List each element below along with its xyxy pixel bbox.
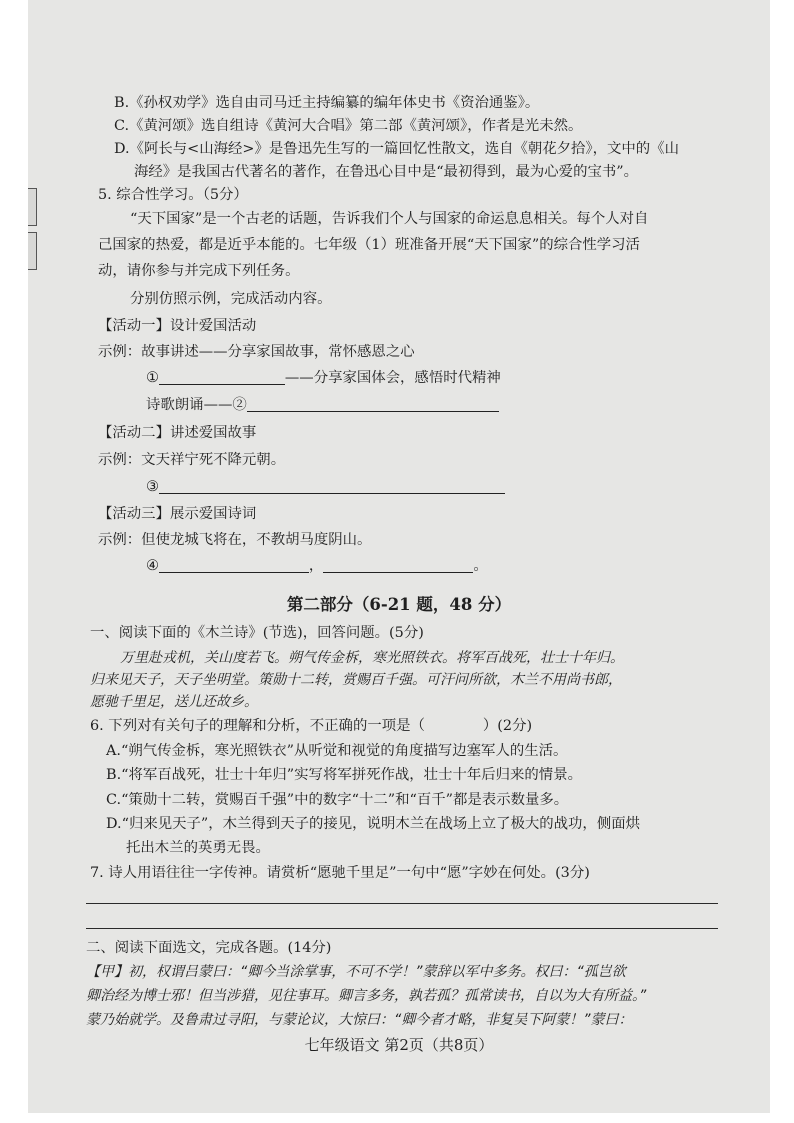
activity3-item xyxy=(146,556,488,576)
option-c: C.《黄河颂》选自组诗《黄河大合唱》第二部《黄河颂》，作者是光未然。 xyxy=(114,118,583,134)
activity3-example: 示例：但使龙城飞将在，不教胡马度阴山。 xyxy=(98,532,372,548)
q6-option-b: B.“将军百战死，壮士十年归”实写将军拼死作战，壮士十年后归来的情景。 xyxy=(106,767,582,783)
poem-line1: 万里赴戎机，关山度若飞。朔气传金柝，寒光照铁衣。将军百战死，壮士十年归。 xyxy=(120,650,624,666)
answer-blank-1[interactable] xyxy=(159,368,285,385)
q5-title: 5. 综合性学习。（5分） xyxy=(98,187,248,203)
q6-score: ）(2分) xyxy=(482,718,533,734)
comma: ， xyxy=(308,558,324,574)
activity1-example: 示例：故事讲述——分享家国故事，常怀感恩之心 xyxy=(98,344,415,360)
answer-blank-2[interactable] xyxy=(247,395,499,412)
q6-stem-text: 6. 下列对有关句子的理解和分析，不正确的一项是（ xyxy=(90,718,425,734)
option-b: B.《孙权劝学》选自由司马迁主持编纂的编年体史书《资治通鉴》。 xyxy=(114,95,540,111)
activity1-item1 xyxy=(146,368,501,388)
answer-line[interactable] xyxy=(86,903,718,904)
page-footer: 七年级语文 第2页（共8页） xyxy=(304,1036,494,1054)
activity2-title: 【活动二】讲述爱国故事 xyxy=(98,425,257,441)
blank-number: ④ xyxy=(146,558,159,574)
activity1-title: 【活动一】设计爱国活动 xyxy=(98,318,257,334)
option-d-line2: 海经》是我国古代著名的著作，在鲁迅心目中是“最初得到，最为心爱的宝书”。 xyxy=(134,164,638,180)
q5-intro-line1: “天下国家”是一个古老的话题，告诉我们个人与国家的命运息息相关。每个人对自 xyxy=(130,211,649,227)
section1-title: 一、阅读下面的《木兰诗》(节选)，回答问题。(5分) xyxy=(90,625,424,641)
answer-blank-4[interactable] xyxy=(159,556,309,573)
blank-number: ① xyxy=(146,370,159,386)
activity1-item2 xyxy=(146,395,499,415)
poem-line3: 愿驰千里足，送儿还故乡。 xyxy=(90,694,258,710)
passage-line2: 卿治经为博士邪！但当涉猎，见往事耳。卿言多务，孰若孤？孤常读书，自以为大有所益。” xyxy=(86,988,647,1004)
q6-option-d-line1: D.“归来见天子”，木兰得到天子的接见，说明木兰在战场上立了极大的战功，侧面烘 xyxy=(106,816,640,832)
passage-line3: 蒙乃始就学。及鲁肃过寻阳，与蒙论议，大惊曰：“卿今者才略，非复吴下阿蒙！”蒙曰： xyxy=(86,1012,633,1028)
exam-paper xyxy=(28,0,770,1113)
binding-mark xyxy=(28,232,37,270)
activity3-title: 【活动三】展示爱国诗词 xyxy=(98,506,257,522)
answer-blank-3[interactable] xyxy=(159,477,505,494)
answer-blank-5[interactable] xyxy=(323,556,473,573)
period: 。 xyxy=(473,558,488,574)
q6-option-c: C.“策勋十二转，赏赐百千强”中的数字“十二”和“百千”都是表示数量多。 xyxy=(106,792,569,808)
answer-line[interactable] xyxy=(86,928,718,929)
activity1-item2-lead: 诗歌朗诵——② xyxy=(146,397,247,413)
poem-line2: 归来见天子，天子坐明堂。策勋十二转，赏赐百千强。可汗问所欲，木兰不用尚书郎， xyxy=(90,672,622,688)
q5-intro-line2: 己国家的热爱，都是近乎本能的。七年级（1）班准备开展“天下国家”的综合性学习活 xyxy=(98,237,640,253)
q7-stem: 7. 诗人用语往往一字传神。请赏析“愿驰千里足”一句中“愿”字妙在何处。(3分) xyxy=(90,865,590,881)
q5-instruction: 分别仿照示例，完成活动内容。 xyxy=(130,291,332,307)
activity2-item xyxy=(146,477,505,497)
binding-mark xyxy=(28,188,37,226)
q6-option-a: A.“朔气传金柝，寒光照铁衣”从听觉和视觉的角度描写边塞军人的生活。 xyxy=(106,743,568,759)
part2-heading: 第二部分（6-21 题，48 分） xyxy=(286,595,512,614)
q6-option-d-line2: 托出木兰的英勇无畏。 xyxy=(126,840,270,856)
section2-title: 二、阅读下面选文，完成各题。(14分) xyxy=(86,940,332,956)
blank-number: ③ xyxy=(146,479,159,495)
q5-intro-line3: 动，请你参与并完成下列任务。 xyxy=(98,263,300,279)
option-d-line1: D.《阿长与<山海经>》是鲁迅先生写的一篇回忆性散文，选自《朝花夕拾》，文中的《山 xyxy=(114,141,679,157)
activity1-item1-text: ——分享家国体会，感悟时代精神 xyxy=(284,370,501,386)
q6-stem xyxy=(90,716,532,736)
activity2-example: 示例：文天祥宁死不降元朝。 xyxy=(98,452,286,468)
passage-line1: 【甲】初，权谓吕蒙曰：“卿今当涂掌事，不可不学！”蒙辞以军中多务。权曰：“孤岂欲 xyxy=(86,964,626,980)
